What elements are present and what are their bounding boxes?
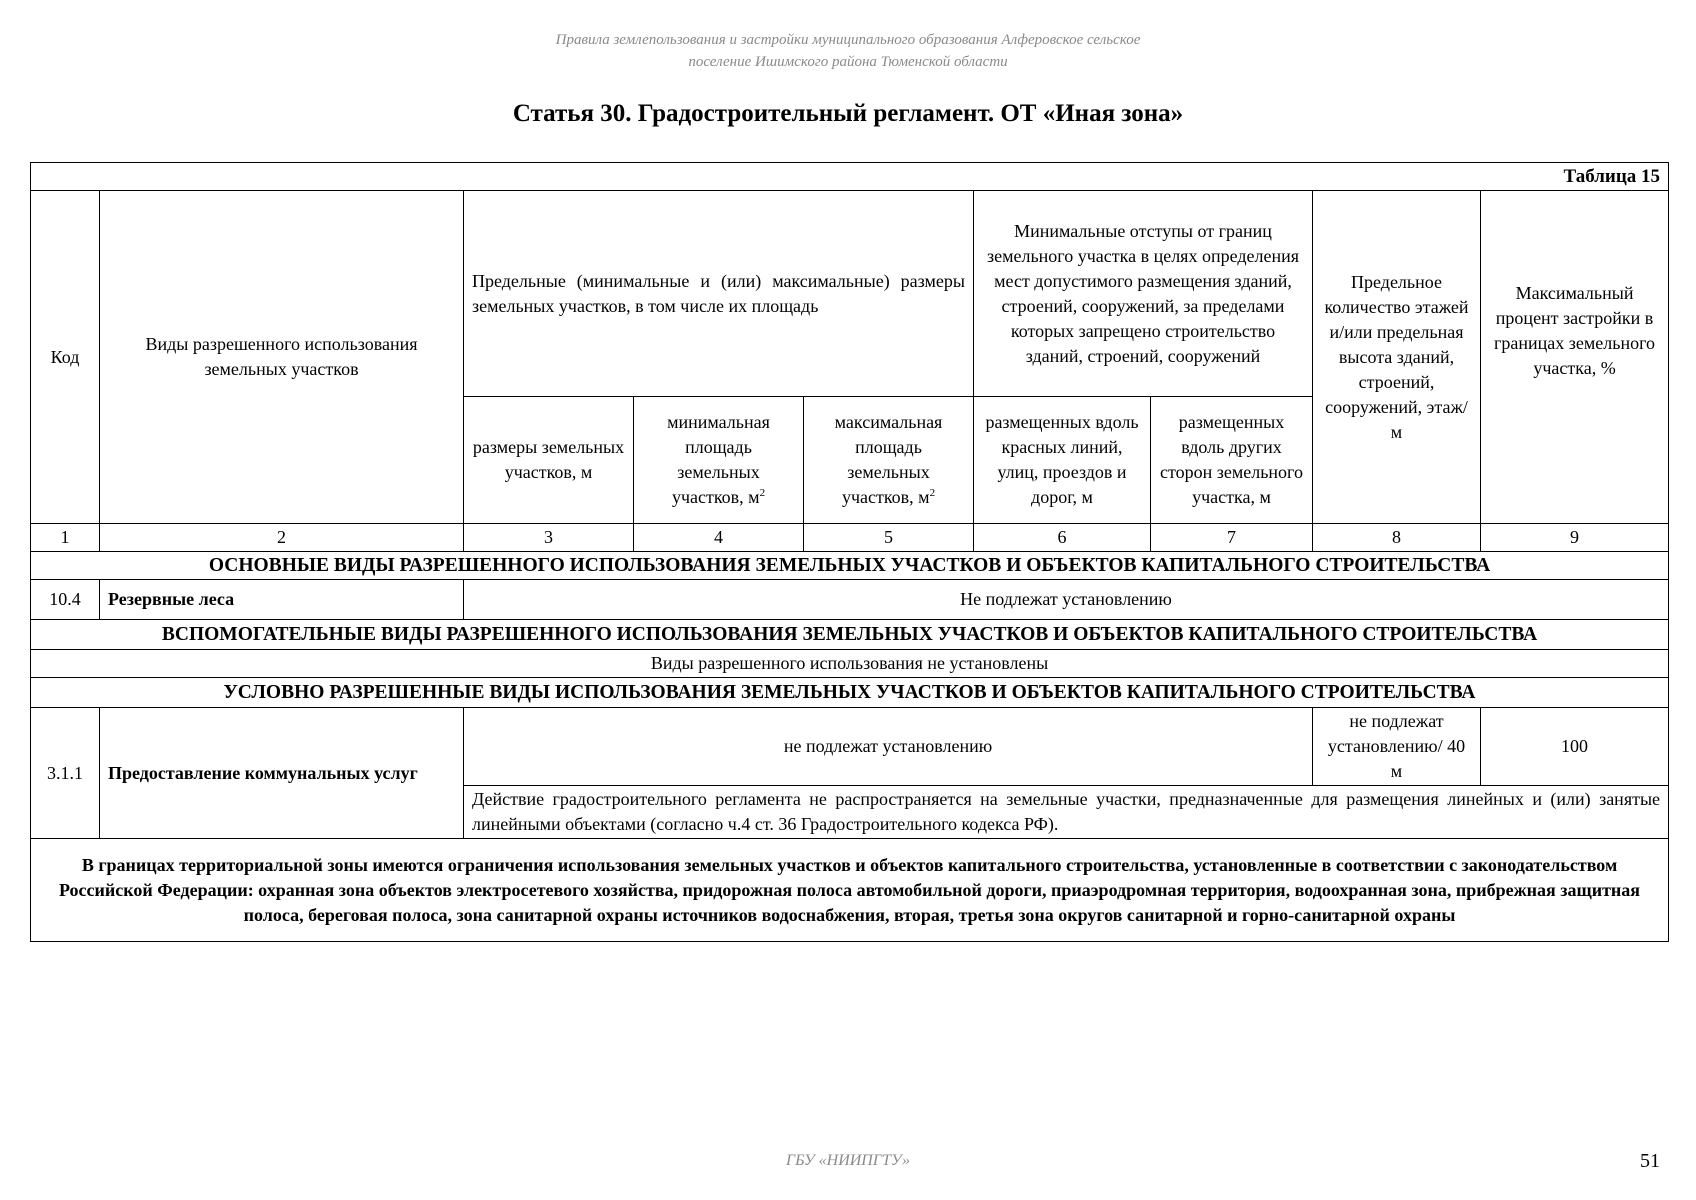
section-auxiliary-uses: ВСПОМОГАТЕЛЬНЫЕ ВИДЫ РАЗРЕШЕННОГО ИСПОЛЬЗОВАНИЯ ЗЕМЕЛЬНЫХ УЧАСТКОВ И ОБЪЕКТОВ КАПИТАЛЬНОГО СТРОИТЕЛЬСТВА (31, 620, 1669, 650)
column-number: 2 (100, 524, 464, 552)
superscript-2: 2 (759, 487, 766, 499)
section-main-uses: ОСНОВНЫЕ ВИДЫ РАЗРЕШЕННОГО ИСПОЛЬЗОВАНИЯ ЗЕМЕЛЬНЫХ УЧАСТКОВ И ОБЪЕКТОВ КАПИТАЛЬНОГО СТРОИТЕЛЬСТВА (31, 552, 1669, 580)
table-caption: Таблица 15 (31, 163, 1669, 191)
auxiliary-note: Виды разрешенного использования не установлены (31, 650, 1669, 678)
header-sub-max-area (804, 397, 974, 524)
row-floors: не подлежат установлению/ 40 м (1313, 708, 1481, 786)
column-number: 5 (804, 524, 974, 552)
column-number: 4 (634, 524, 804, 552)
page-title: Статья 30. Градостроительный регламент. ОТ «Иная зона» (512, 100, 1184, 127)
page-number: 51 (1640, 1150, 1660, 1172)
column-number: 1 (31, 524, 100, 552)
section-conditional-uses: УСЛОВНО РАЗРЕШЕННЫЕ ВИДЫ ИСПОЛЬЗОВАНИЯ ЗЕМЕЛЬНЫХ УЧАСТКОВ И ОБЪЕКТОВ КАПИТАЛЬНОГО СТРОИТЕЛЬСТВА (31, 678, 1669, 708)
column-number: 8 (1313, 524, 1481, 552)
header-plot-sizes: Предельные (минимальные и (или) максимальные) размеры земельных участков, в том числе их площадь (464, 191, 974, 397)
header-sub-max-area-text: максимальная площадь земельных участков, м (834, 412, 943, 507)
footer-organization: ГБУ «НИИПГТУ» (785, 1152, 911, 1169)
header-sub-min-area-text: минимальная площадь земельных участков, м (667, 412, 770, 507)
column-number: 6 (974, 524, 1151, 552)
header-sub-sizes: размеры земельных участков, м (464, 397, 634, 524)
header-use-types: Виды разрешенного использования земельных участков (100, 191, 464, 524)
header-sub-other-sides: размещенных вдоль других сторон земельного участка, м (1151, 397, 1313, 524)
regulation-table (30, 162, 1669, 942)
header-max-percent: Максимальный процент застройки в границах земельного участка, % (1481, 191, 1669, 524)
row-note: Действие градостроительного регламента не распространяется на земельные участки, предназначенные для размещения линейных и (или) занятые линейными объектами (согласно ч.4 ст. 36 Градостроительного кодекса РФ). (464, 786, 1669, 839)
document-header-line-1: Правила землепользования и застройки муниципального образования Алферовское сельское (555, 32, 1141, 48)
superscript-2: 2 (929, 487, 936, 499)
row-use-name: Резервные леса (100, 580, 464, 620)
zone-restrictions-note: В границах территориальной зоны имеются ограничения использования земельных участков и объектов капитального строительства, установленные в соответствии с законодательством Российской Федерации: охранная зона объектов электросетевого хозяйства, придорожная полоса автомобильной дороги, приаэродромная территория, водоохранная зона, прибрежная защитная полоса, береговая полоса, зона санитарной охраны источников водоснабжения, вторая, третья зона округов санитарной и горно-санитарной охраны (31, 839, 1669, 942)
row-percent: 100 (1481, 708, 1669, 786)
column-number: 7 (1151, 524, 1313, 552)
row-use-name: Предоставление коммунальных услуг (100, 708, 464, 839)
row-value: не подлежат установлению (464, 708, 1313, 786)
header-code: Код (31, 191, 100, 524)
header-setbacks: Минимальные отступы от границ земельного участка в целях определения мест допустимого размещения зданий, строений, сооружений, за пределами которых запрещено строительство зданий, строений, сооружений (974, 191, 1313, 397)
header-sub-min-area (634, 397, 804, 524)
header-floors: Предельное количество этажей и/или предельная высота зданий, строений, сооружений, этаж/м (1313, 191, 1481, 524)
row-code: 10.4 (31, 580, 100, 620)
column-number: 9 (1481, 524, 1669, 552)
row-code: 3.1.1 (31, 708, 100, 839)
document-header-line-2: поселение Ишимского района Тюменской области (688, 54, 1008, 70)
row-value: Не подлежат установлению (464, 580, 1669, 620)
header-sub-red-lines: размещенных вдоль красных линий, улиц, проездов и дорог, м (974, 397, 1151, 524)
column-number: 3 (464, 524, 634, 552)
